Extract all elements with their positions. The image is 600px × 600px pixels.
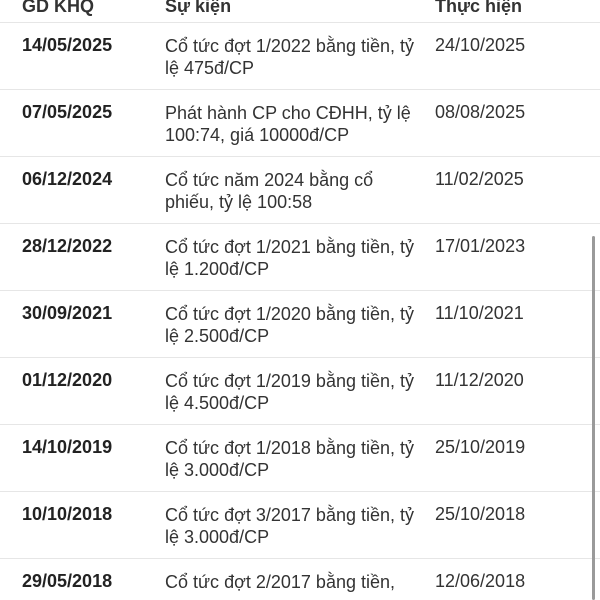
row-execution-date: 08/08/2025 xyxy=(435,102,526,122)
header-event: Sự kiện xyxy=(165,0,232,16)
row-ex-date: 01/12/2020 xyxy=(22,370,113,390)
row-event: Cổ tức đợt 1/2022 bằng tiền, tỷ lệ 475đ/CP xyxy=(165,36,415,78)
row-execution-date: 17/01/2023 xyxy=(435,236,526,256)
row-ex-date: 07/05/2025 xyxy=(22,102,113,122)
row-execution-date: 11/10/2021 xyxy=(435,303,524,323)
row-execution-date: 24/10/2025 xyxy=(435,35,526,55)
row-event: Cổ tức đợt 2/2017 bằng tiền, xyxy=(165,572,396,592)
table-header xyxy=(0,0,600,23)
row-ex-date: 28/12/2022 xyxy=(22,236,113,256)
table-row[interactable] xyxy=(0,23,600,90)
vertical-scrollbar[interactable] xyxy=(592,236,595,600)
row-execution-date: 11/12/2020 xyxy=(435,370,524,390)
row-event: Cổ tức đợt 1/2020 bằng tiền, tỷ lệ 2.500đ/CP xyxy=(165,304,415,346)
table-row[interactable] xyxy=(0,157,600,224)
table-row[interactable] xyxy=(0,425,600,492)
row-ex-date: 06/12/2024 xyxy=(22,169,113,189)
table-row[interactable] xyxy=(0,224,600,291)
row-ex-date: 14/05/2025 xyxy=(22,35,113,55)
table-row[interactable] xyxy=(0,291,600,358)
row-ex-date: 29/05/2018 xyxy=(22,571,113,591)
row-execution-date: 25/10/2018 xyxy=(435,504,526,524)
row-event: Cổ tức đợt 1/2019 bằng tiền, tỷ lệ 4.500đ/CP xyxy=(165,371,415,413)
table-row[interactable] xyxy=(0,559,600,600)
row-execution-date: 12/06/2018 xyxy=(435,571,526,591)
header-execution-date: Thực hiện xyxy=(435,0,523,16)
table-row[interactable] xyxy=(0,492,600,559)
table-row[interactable] xyxy=(0,358,600,425)
row-event: Cổ tức đợt 1/2021 bằng tiền, tỷ lệ 1.200đ/CP xyxy=(165,237,415,279)
header-ex-date: GD KHQ xyxy=(22,0,94,16)
row-event: Cổ tức năm 2024 bằng cổ phiếu, tỷ lệ 100:58 xyxy=(165,170,374,212)
table-row[interactable] xyxy=(0,90,600,157)
row-execution-date: 25/10/2019 xyxy=(435,437,526,457)
row-event: Cổ tức đợt 1/2018 bằng tiền, tỷ lệ 3.000đ/CP xyxy=(165,438,415,480)
row-execution-date: 11/02/2025 xyxy=(435,169,524,189)
row-ex-date: 10/10/2018 xyxy=(22,504,113,524)
row-ex-date: 14/10/2019 xyxy=(22,437,113,457)
row-ex-date: 30/09/2021 xyxy=(22,303,113,323)
row-event: Phát hành CP cho CĐHH, tỷ lệ 100:74, giá 10000đ/CP xyxy=(165,103,411,145)
row-event: Cổ tức đợt 3/2017 bằng tiền, tỷ lệ 3.000đ/CP xyxy=(165,505,415,547)
